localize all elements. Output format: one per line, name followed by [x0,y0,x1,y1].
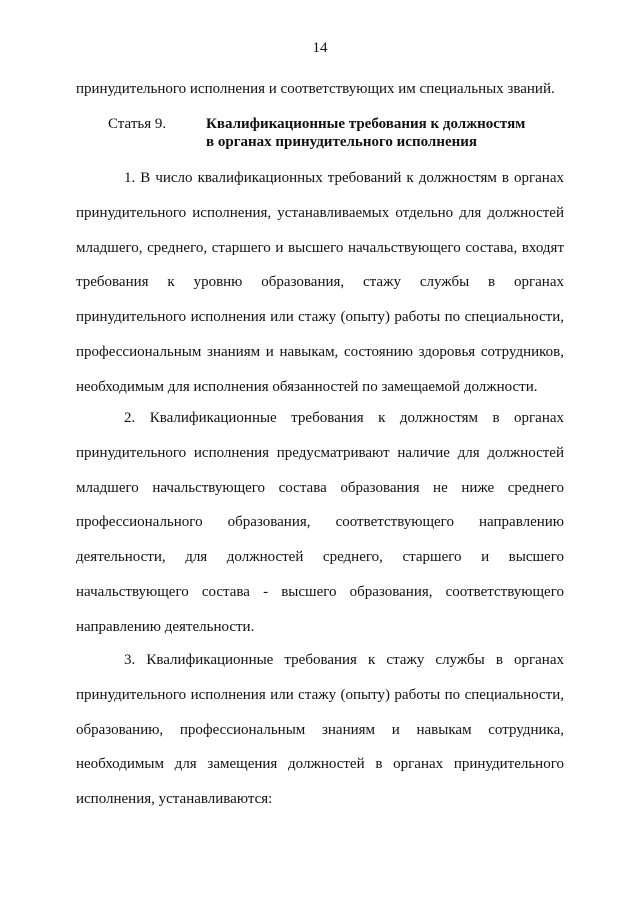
paragraph-line: 3. Квалификационные требования к стажу службы в органах [124,652,564,668]
paragraph-line: необходимым для исполнения обязанностей по замещаемой должности. [76,378,538,395]
paragraph-line: 1. В число квалификационных требований к должностям в органах [124,170,564,186]
paragraph-line: деятельности, для должностей среднего, старшего и высшего [76,549,564,566]
paragraph-line: начальствующего состава - высшего образования, соответствующего [76,583,564,600]
article-title-line: в органах принудительного исполнения [206,134,478,150]
page-number: 14 [312,40,328,56]
paragraph-3 [76,643,564,817]
paragraph-line: профессионального образования, соответствующего направлению [76,514,564,531]
paragraph-line: 2. Квалификационные требования к должностям в органах [124,410,564,426]
paragraph-line: исполнения, устанавливаются: [76,791,273,808]
paragraph-1 [76,161,564,405]
paragraph-line: принудительного исполнения, устанавливаемых отдельно для должностей [76,204,564,221]
paragraph-line: принудительного исполнения или стажу (опыту) работы по специальности, [76,686,564,703]
continuation-text: принудительного исполнения и соответствующих им специальных званий. [76,81,555,97]
paragraph-line: младшего начальствующего состава образования не ниже среднего [76,479,564,496]
paragraph-line: направлению деятельности. [76,618,255,635]
paragraph-line: принудительного исполнения или стажу (опыту) работы по специальности, [76,309,564,326]
paragraph-line: младшего, среднего, старшего и высшего начальствующего состава, входят [76,239,564,256]
paragraph-line: требования к уровню образования, стажу службы в органах [76,274,564,291]
article-title-line: Квалификационные требования к должностям [206,116,526,132]
paragraph-line: образованию, профессиональным знаниям и навыкам сотрудника, [76,721,564,738]
article-title [206,115,566,151]
paragraph-line: принудительного исполнения предусматривают наличие для должностей [76,444,564,461]
paragraph-line: профессиональным знаниям и навыкам, состоянию здоровья сотрудников, [76,343,564,360]
article-label: Статья 9. [108,116,167,132]
paragraph-2 [76,401,564,645]
paragraph-line: необходимым для замещения должностей в органах принудительного [76,756,564,773]
